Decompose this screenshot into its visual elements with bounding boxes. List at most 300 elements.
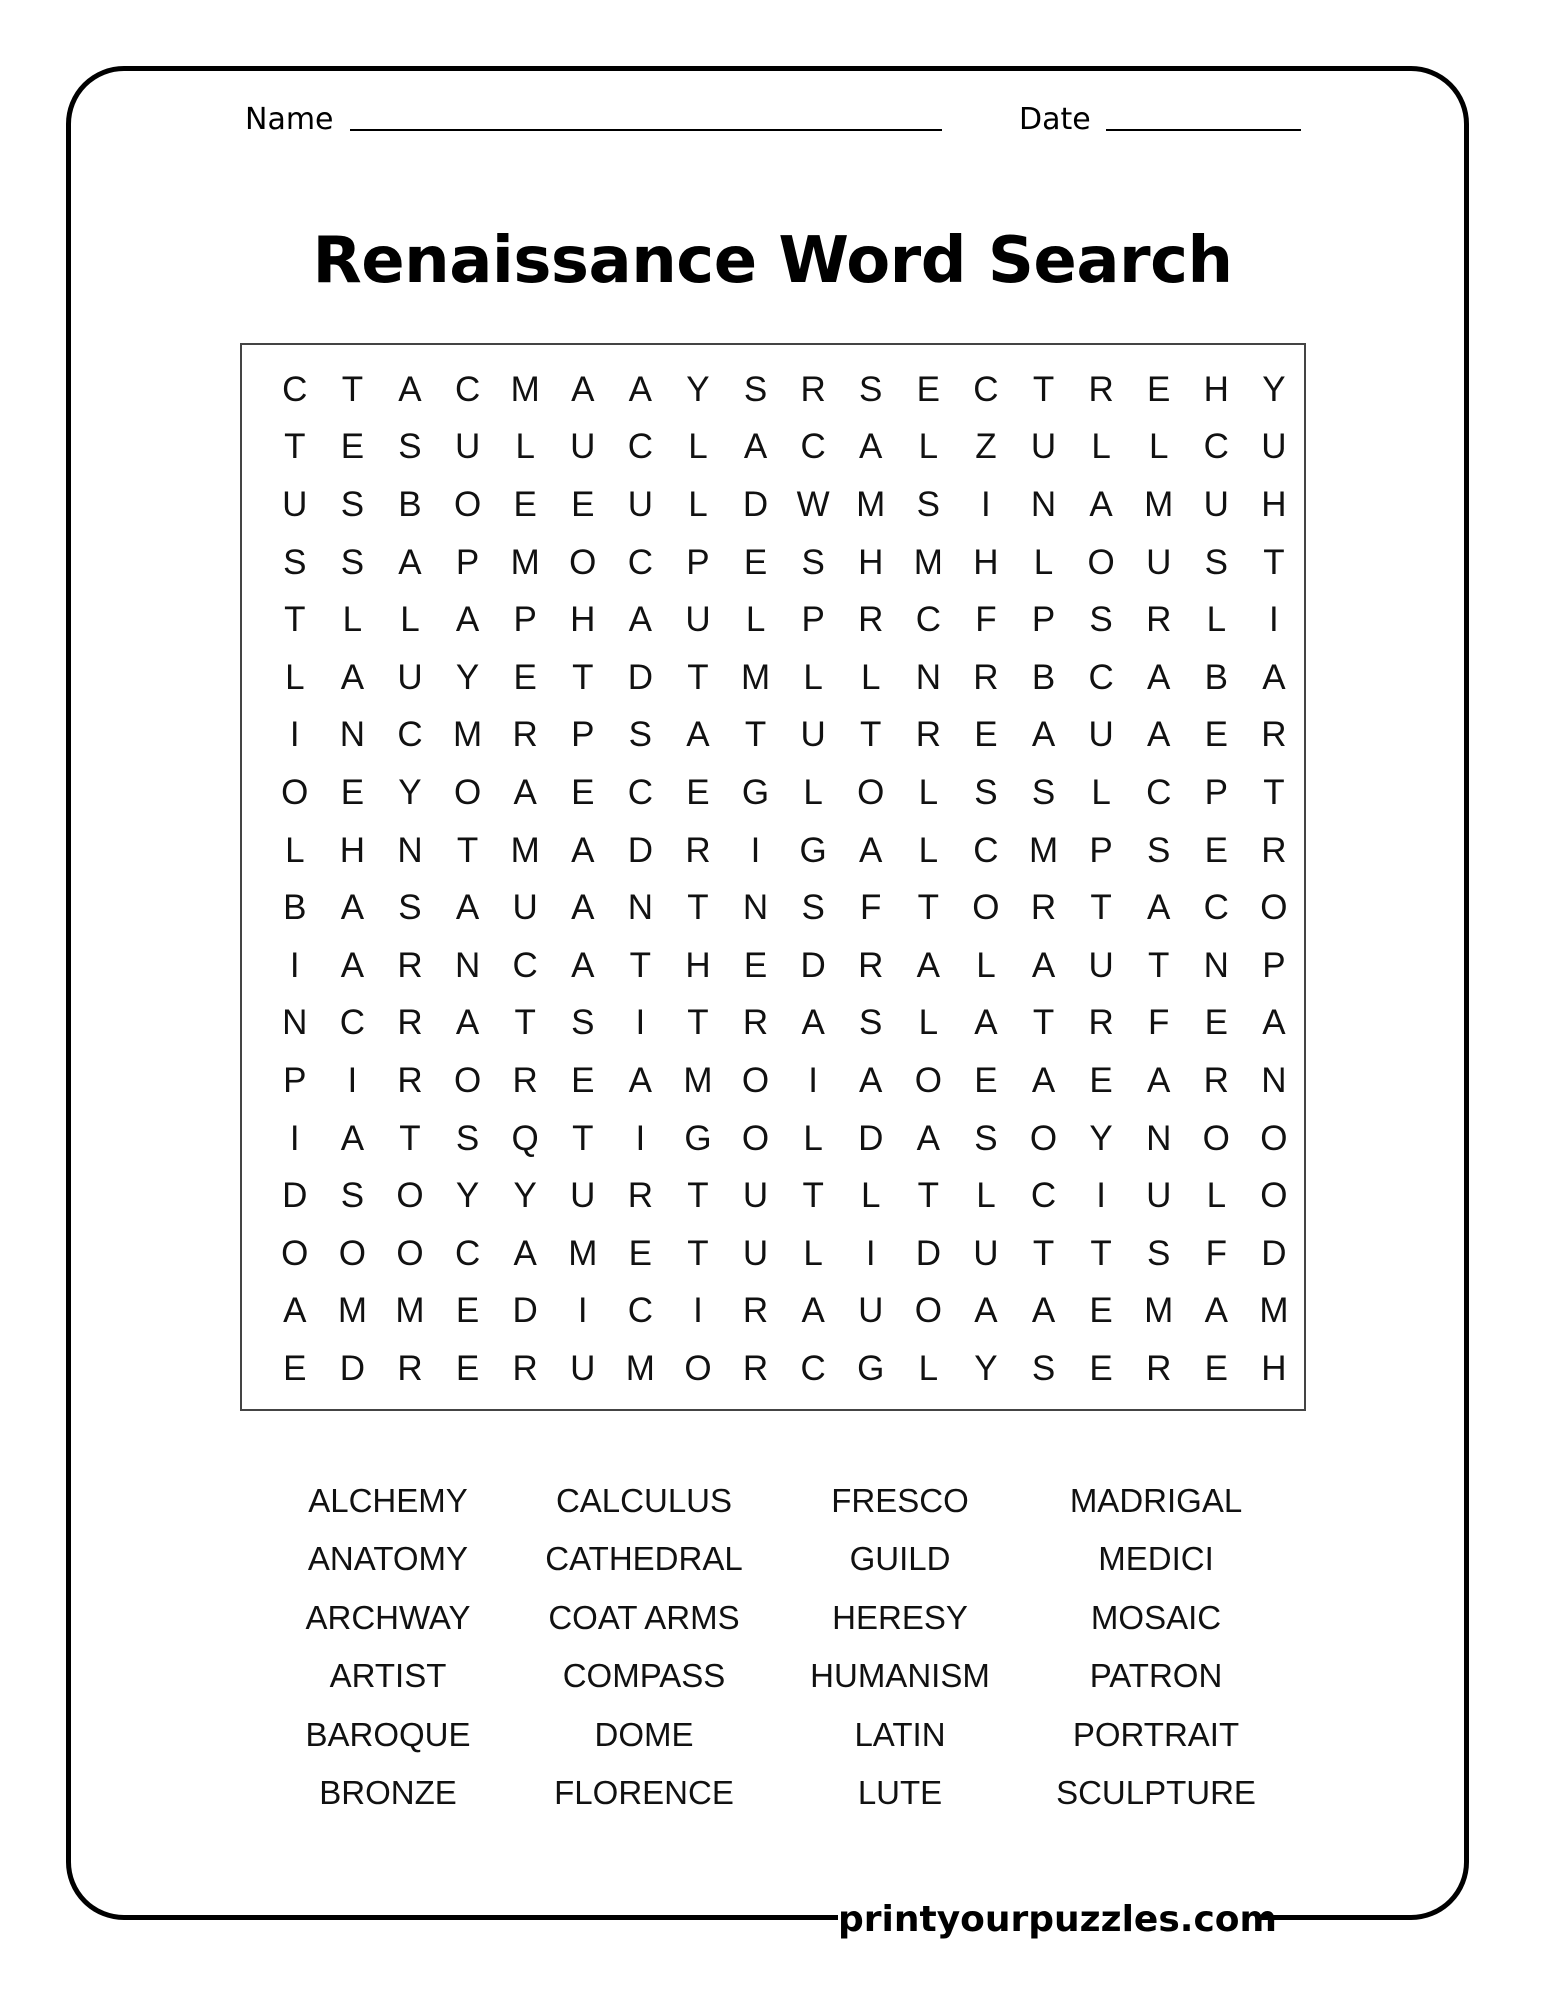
grid-cell[interactable]: D	[339, 1348, 366, 1388]
grid-cell[interactable]: T	[1263, 542, 1285, 582]
grid-cell[interactable]: A	[455, 888, 480, 928]
grid-cell[interactable]: S	[340, 542, 365, 582]
grid-cell[interactable]: T	[284, 600, 306, 640]
grid-cell[interactable]: A	[628, 1060, 653, 1100]
grid-cell[interactable]: D	[1261, 1233, 1287, 1273]
grid-cell[interactable]: A	[974, 1291, 998, 1331]
grid-cell[interactable]: S	[801, 542, 825, 582]
grid-cell[interactable]: A	[513, 1233, 537, 1273]
grid-cell[interactable]: C	[627, 427, 653, 467]
grid-cell[interactable]: O	[1260, 1176, 1288, 1216]
grid-cell[interactable]: U	[570, 427, 596, 467]
grid-cell[interactable]: P	[1262, 945, 1286, 985]
grid-cell[interactable]: R	[742, 1003, 769, 1043]
grid-cell[interactable]: H	[339, 830, 366, 870]
grid-cell[interactable]: R	[397, 945, 423, 985]
grid-cell[interactable]: E	[1204, 715, 1228, 755]
grid-cell[interactable]: L	[688, 484, 708, 524]
grid-cell[interactable]: U	[282, 484, 308, 524]
grid-cell[interactable]: O	[1029, 1118, 1058, 1158]
grid-cell[interactable]: S	[916, 484, 940, 524]
grid-cell[interactable]: D	[512, 1291, 538, 1331]
grid-cell[interactable]: M	[913, 542, 943, 582]
grid-cell[interactable]: R	[858, 600, 884, 640]
grid-cell[interactable]: A	[1147, 888, 1171, 928]
grid-cell[interactable]: C	[973, 369, 999, 409]
grid-cell[interactable]: M	[453, 715, 483, 755]
grid-cell[interactable]: R	[858, 945, 884, 985]
grid-cell[interactable]: M	[1259, 1291, 1289, 1331]
grid-cell[interactable]: T	[1032, 1003, 1055, 1043]
grid-cell[interactable]: O	[338, 1233, 366, 1273]
grid-cell[interactable]: O	[684, 1348, 712, 1388]
grid-cell[interactable]: A	[340, 945, 365, 985]
grid-cell[interactable]: C	[512, 945, 538, 985]
grid-cell[interactable]: H	[973, 542, 999, 582]
grid-cell[interactable]: A	[340, 657, 365, 697]
grid-cell[interactable]: A	[628, 369, 653, 409]
grid-cell[interactable]: I	[577, 1291, 588, 1331]
grid-cell[interactable]: N	[1030, 484, 1057, 524]
grid-cell[interactable]: C	[1088, 657, 1114, 697]
grid-cell[interactable]: L	[515, 427, 535, 467]
grid-cell[interactable]: A	[859, 1060, 883, 1100]
grid-cell[interactable]: A	[801, 1003, 825, 1043]
grid-cell[interactable]: T	[1032, 1233, 1055, 1273]
grid-cell[interactable]: I	[289, 1118, 300, 1158]
grid-cell[interactable]: N	[742, 888, 769, 928]
grid-cell[interactable]: H	[858, 542, 884, 582]
grid-cell[interactable]: S	[1147, 1233, 1171, 1273]
grid-cell[interactable]: F	[860, 888, 882, 928]
grid-cell[interactable]: U	[800, 715, 826, 755]
grid-cell[interactable]: P	[513, 600, 537, 640]
grid-cell[interactable]: R	[1146, 600, 1172, 640]
grid-cell[interactable]: T	[572, 1118, 594, 1158]
grid-cell[interactable]: A	[571, 830, 595, 870]
grid-cell[interactable]: H	[1261, 484, 1287, 524]
grid-cell[interactable]: N	[454, 945, 481, 985]
grid-cell[interactable]: T	[687, 1176, 709, 1216]
grid-cell[interactable]: C	[800, 427, 826, 467]
grid-cell[interactable]: P	[1204, 772, 1228, 812]
grid-cell[interactable]: A	[283, 1291, 307, 1331]
grid-cell[interactable]: Y	[398, 772, 422, 812]
grid-cell[interactable]: N	[282, 1003, 308, 1043]
grid-cell[interactable]: O	[741, 1118, 770, 1158]
grid-cell[interactable]: D	[627, 830, 653, 870]
grid-cell[interactable]: D	[282, 1176, 308, 1216]
grid-cell[interactable]: U	[454, 427, 481, 467]
grid-cell[interactable]: O	[281, 1233, 309, 1273]
grid-cell[interactable]: S	[455, 1118, 480, 1158]
grid-cell[interactable]: O	[281, 772, 309, 812]
grid-cell[interactable]: C	[454, 1233, 481, 1273]
grid-cell[interactable]: E	[571, 772, 595, 812]
grid-cell[interactable]: O	[453, 484, 482, 524]
grid-cell[interactable]: W	[796, 484, 830, 524]
grid-cell[interactable]: A	[859, 830, 883, 870]
grid-cell[interactable]: U	[512, 888, 538, 928]
grid-cell[interactable]: C	[454, 369, 481, 409]
grid-cell[interactable]: D	[915, 1233, 941, 1273]
grid-cell[interactable]: U	[742, 1176, 769, 1216]
grid-cell[interactable]: U	[1146, 542, 1172, 582]
grid-cell[interactable]: I	[289, 945, 300, 985]
grid-cell[interactable]: S	[974, 1118, 998, 1158]
grid-cell[interactable]: F	[1148, 1003, 1170, 1043]
grid-cell[interactable]: A	[1089, 484, 1113, 524]
grid-cell[interactable]: A	[628, 600, 653, 640]
grid-cell[interactable]: R	[1146, 1348, 1172, 1388]
grid-cell[interactable]: N	[1146, 1118, 1172, 1158]
grid-cell[interactable]: E	[340, 772, 365, 812]
grid-cell[interactable]: M	[510, 369, 540, 409]
grid-cell[interactable]: I	[808, 1060, 818, 1100]
grid-cell[interactable]: E	[743, 945, 768, 985]
grid-cell[interactable]: A	[1147, 657, 1171, 697]
grid-cell[interactable]: T	[514, 1003, 536, 1043]
grid-cell[interactable]: T	[1090, 888, 1112, 928]
grid-cell[interactable]: E	[340, 427, 365, 467]
grid-cell[interactable]: L	[976, 1176, 996, 1216]
grid-cell[interactable]: A	[398, 542, 422, 582]
grid-cell[interactable]: G	[741, 772, 770, 812]
grid-cell[interactable]: L	[976, 945, 996, 985]
grid-cell[interactable]: Z	[975, 427, 997, 467]
grid-cell[interactable]: A	[1031, 945, 1056, 985]
grid-cell[interactable]: N	[627, 888, 653, 928]
grid-cell[interactable]: C	[1203, 427, 1229, 467]
grid-cell[interactable]: P	[686, 542, 710, 582]
grid-cell[interactable]: P	[283, 1060, 307, 1100]
grid-cell[interactable]: U	[627, 484, 653, 524]
grid-cell[interactable]: A	[974, 1003, 998, 1043]
grid-cell[interactable]: S	[801, 888, 825, 928]
grid-cell[interactable]: O	[396, 1233, 424, 1273]
grid-cell[interactable]: L	[803, 657, 823, 697]
grid-cell[interactable]: C	[800, 1348, 826, 1388]
grid-cell[interactable]: M	[1028, 830, 1059, 870]
grid-cell[interactable]: T	[399, 1118, 421, 1158]
grid-cell[interactable]: E	[1089, 1060, 1113, 1100]
grid-cell[interactable]: R	[512, 1348, 538, 1388]
grid-cell[interactable]: L	[342, 600, 363, 640]
grid-cell[interactable]: O	[1202, 1118, 1230, 1158]
grid-cell[interactable]: A	[571, 888, 595, 928]
grid-cell[interactable]: S	[1204, 542, 1228, 582]
grid-cell[interactable]: C	[397, 715, 423, 755]
grid-cell[interactable]: B	[283, 888, 307, 928]
grid-cell[interactable]: A	[1031, 1291, 1056, 1331]
grid-cell[interactable]: A	[1031, 1060, 1056, 1100]
grid-cell[interactable]: L	[918, 772, 939, 812]
grid-cell[interactable]: A	[1031, 715, 1056, 755]
grid-cell[interactable]: A	[340, 1118, 365, 1158]
grid-cell[interactable]: E	[513, 484, 537, 524]
grid-cell[interactable]: U	[570, 1348, 596, 1388]
grid-cell[interactable]: U	[1088, 945, 1114, 985]
grid-cell[interactable]: C	[339, 1003, 366, 1043]
grid-cell[interactable]: P	[801, 600, 825, 640]
grid-cell[interactable]: S	[571, 1003, 595, 1043]
grid-cell[interactable]: A	[743, 427, 768, 467]
grid-cell[interactable]: L	[1206, 1176, 1227, 1216]
grid-cell[interactable]: T	[917, 1176, 940, 1216]
grid-cell[interactable]: F	[975, 600, 997, 640]
date-field-line[interactable]	[1106, 129, 1301, 131]
grid-cell[interactable]: T	[687, 1233, 709, 1273]
grid-cell[interactable]: A	[1147, 715, 1171, 755]
grid-cell[interactable]: A	[1204, 1291, 1228, 1331]
grid-cell[interactable]: I	[750, 830, 761, 870]
grid-cell[interactable]: P	[571, 715, 595, 755]
grid-cell[interactable]: R	[397, 1060, 423, 1100]
grid-cell[interactable]: S	[1031, 1348, 1056, 1388]
grid-cell[interactable]: L	[803, 1233, 823, 1273]
grid-cell[interactable]: O	[972, 888, 1000, 928]
grid-cell[interactable]: N	[1203, 945, 1229, 985]
grid-cell[interactable]: Y	[513, 1176, 537, 1216]
grid-cell[interactable]: A	[340, 888, 365, 928]
grid-cell[interactable]: R	[1088, 369, 1114, 409]
grid-cell[interactable]: R	[1088, 1003, 1114, 1043]
grid-cell[interactable]: S	[859, 369, 883, 409]
grid-cell[interactable]: F	[1205, 1233, 1227, 1273]
grid-cell[interactable]: T	[1090, 1233, 1112, 1273]
grid-cell[interactable]: R	[1030, 888, 1057, 928]
grid-cell[interactable]: E	[283, 1348, 307, 1388]
grid-cell[interactable]: M	[740, 657, 771, 697]
grid-cell[interactable]: A	[801, 1291, 825, 1331]
grid-cell[interactable]: E	[455, 1348, 480, 1388]
grid-cell[interactable]: R	[742, 1291, 769, 1331]
grid-cell[interactable]: A	[513, 772, 537, 812]
grid-cell[interactable]: Q	[511, 1118, 539, 1158]
grid-cell[interactable]: A	[398, 369, 422, 409]
grid-cell[interactable]: T	[917, 888, 940, 928]
grid-cell[interactable]: M	[395, 1291, 425, 1331]
grid-cell[interactable]: C	[1203, 888, 1229, 928]
grid-cell[interactable]: I	[693, 1291, 703, 1331]
grid-cell[interactable]: I	[347, 1060, 358, 1100]
grid-cell[interactable]: L	[285, 830, 305, 870]
grid-cell[interactable]: Y	[1262, 369, 1286, 409]
grid-cell[interactable]: U	[858, 1291, 884, 1331]
grid-cell[interactable]: R	[512, 1060, 538, 1100]
grid-cell[interactable]: S	[1031, 772, 1056, 812]
grid-cell[interactable]: T	[860, 715, 882, 755]
grid-cell[interactable]: T	[284, 427, 306, 467]
grid-cell[interactable]: O	[1260, 888, 1288, 928]
grid-cell[interactable]: L	[285, 657, 305, 697]
grid-cell[interactable]: C	[973, 830, 999, 870]
grid-cell[interactable]: O	[569, 542, 597, 582]
grid-cell[interactable]: M	[625, 1348, 655, 1388]
grid-cell[interactable]: A	[455, 600, 480, 640]
grid-cell[interactable]: S	[340, 484, 365, 524]
grid-cell[interactable]: E	[1089, 1348, 1113, 1388]
grid-cell[interactable]: D	[742, 484, 769, 524]
grid-cell[interactable]: Y	[455, 657, 480, 697]
grid-cell[interactable]: N	[397, 830, 423, 870]
grid-cell[interactable]: S	[628, 715, 653, 755]
grid-cell[interactable]: Y	[1089, 1118, 1113, 1158]
grid-cell[interactable]: U	[742, 1233, 769, 1273]
grid-cell[interactable]: U	[1088, 715, 1114, 755]
grid-cell[interactable]: E	[628, 1233, 653, 1273]
grid-cell[interactable]: C	[1146, 772, 1172, 812]
grid-cell[interactable]: E	[1204, 1003, 1228, 1043]
grid-cell[interactable]: E	[974, 715, 998, 755]
grid-cell[interactable]: A	[859, 427, 883, 467]
grid-cell[interactable]: R	[397, 1348, 423, 1388]
grid-cell[interactable]: U	[1261, 427, 1287, 467]
grid-cell[interactable]: D	[858, 1118, 884, 1158]
grid-cell[interactable]: U	[685, 600, 711, 640]
grid-cell[interactable]: A	[571, 945, 595, 985]
grid-cell[interactable]: A	[455, 1003, 480, 1043]
grid-cell[interactable]: I	[981, 484, 991, 524]
grid-cell[interactable]: P	[455, 542, 480, 582]
grid-cell[interactable]: L	[745, 600, 766, 640]
grid-cell[interactable]: E	[686, 772, 710, 812]
grid-cell[interactable]: I	[635, 1003, 646, 1043]
grid-cell[interactable]: O	[914, 1291, 942, 1331]
grid-cell[interactable]: H	[570, 600, 596, 640]
grid-cell[interactable]: L	[918, 1003, 939, 1043]
grid-cell[interactable]: O	[453, 1060, 482, 1100]
grid-cell[interactable]: S	[398, 888, 422, 928]
name-field-line[interactable]	[350, 129, 942, 131]
grid-cell[interactable]: A	[1147, 1060, 1171, 1100]
grid-cell[interactable]: R	[512, 715, 538, 755]
grid-cell[interactable]: R	[397, 1003, 423, 1043]
grid-cell[interactable]: C	[282, 369, 308, 409]
grid-cell[interactable]: L	[1091, 772, 1111, 812]
grid-cell[interactable]: L	[688, 427, 708, 467]
grid-cell[interactable]: G	[857, 1348, 885, 1388]
grid-cell[interactable]: O	[857, 772, 885, 812]
grid-cell[interactable]: E	[743, 542, 768, 582]
grid-cell[interactable]: E	[1204, 1348, 1228, 1388]
grid-cell[interactable]: E	[974, 1060, 998, 1100]
grid-cell[interactable]: L	[1033, 542, 1054, 582]
grid-cell[interactable]: T	[456, 830, 479, 870]
grid-cell[interactable]: G	[799, 830, 827, 870]
grid-cell[interactable]: Y	[455, 1176, 480, 1216]
grid-cell[interactable]: N	[1261, 1060, 1287, 1100]
grid-cell[interactable]: U	[1146, 1176, 1172, 1216]
grid-cell[interactable]: U	[973, 1233, 999, 1273]
grid-cell[interactable]: T	[572, 657, 594, 697]
grid-cell[interactable]: R	[1261, 830, 1287, 870]
grid-cell[interactable]: Y	[686, 369, 710, 409]
grid-cell[interactable]: A	[686, 715, 710, 755]
grid-cell[interactable]: M	[510, 830, 540, 870]
grid-cell[interactable]: I	[289, 715, 300, 755]
grid-cell[interactable]: P	[1031, 600, 1056, 640]
grid-cell[interactable]: U	[1203, 484, 1229, 524]
grid-cell[interactable]: I	[865, 1233, 876, 1273]
grid-cell[interactable]: L	[1091, 427, 1111, 467]
grid-cell[interactable]: L	[918, 427, 939, 467]
grid-cell[interactable]: T	[1032, 369, 1055, 409]
grid-cell[interactable]: A	[916, 945, 940, 985]
grid-cell[interactable]: R	[1203, 1060, 1229, 1100]
grid-cell[interactable]: Y	[974, 1348, 998, 1388]
grid-cell[interactable]: R	[1261, 715, 1287, 755]
grid-cell[interactable]: O	[453, 772, 482, 812]
grid-cell[interactable]: U	[570, 1176, 596, 1216]
grid-cell[interactable]: M	[1144, 1291, 1174, 1331]
grid-cell[interactable]: O	[914, 1060, 942, 1100]
grid-cell[interactable]: E	[455, 1291, 480, 1331]
grid-cell[interactable]: M	[337, 1291, 367, 1331]
grid-cell[interactable]: R	[627, 1176, 653, 1216]
grid-cell[interactable]: L	[918, 1348, 939, 1388]
grid-cell[interactable]: T	[687, 657, 709, 697]
grid-cell[interactable]: S	[340, 1176, 365, 1216]
grid-cell[interactable]: A	[916, 1118, 940, 1158]
grid-cell[interactable]: T	[687, 1003, 709, 1043]
grid-cell[interactable]: N	[915, 657, 941, 697]
grid-cell[interactable]: C	[627, 772, 653, 812]
grid-cell[interactable]: I	[1269, 600, 1279, 640]
grid-cell[interactable]: T	[629, 945, 652, 985]
grid-cell[interactable]: O	[741, 1060, 770, 1100]
grid-cell[interactable]: E	[1147, 369, 1171, 409]
grid-cell[interactable]: L	[861, 657, 881, 697]
grid-cell[interactable]: M	[510, 542, 540, 582]
grid-cell[interactable]: L	[400, 600, 420, 640]
grid-cell[interactable]: R	[685, 830, 711, 870]
grid-cell[interactable]: B	[1031, 657, 1056, 697]
grid-cell[interactable]: T	[341, 369, 364, 409]
grid-cell[interactable]: M	[683, 1060, 713, 1100]
grid-cell[interactable]: C	[627, 542, 653, 582]
grid-cell[interactable]: C	[915, 600, 941, 640]
grid-cell[interactable]: I	[1096, 1176, 1106, 1216]
grid-cell[interactable]: A	[1262, 1003, 1286, 1043]
grid-cell[interactable]: E	[1089, 1291, 1113, 1331]
grid-cell[interactable]: O	[1087, 542, 1115, 582]
grid-cell[interactable]: R	[742, 1348, 769, 1388]
grid-cell[interactable]: B	[1204, 657, 1228, 697]
grid-cell[interactable]: S	[859, 1003, 883, 1043]
grid-cell[interactable]: S	[283, 542, 307, 582]
grid-cell[interactable]: L	[803, 1118, 823, 1158]
grid-cell[interactable]: C	[627, 1291, 653, 1331]
grid-cell[interactable]: T	[802, 1176, 824, 1216]
grid-cell[interactable]: S	[743, 369, 768, 409]
grid-cell[interactable]: I	[635, 1118, 646, 1158]
grid-cell[interactable]: A	[571, 369, 595, 409]
grid-cell[interactable]: H	[1261, 1348, 1287, 1388]
grid-cell[interactable]: L	[918, 830, 939, 870]
grid-cell[interactable]: M	[568, 1233, 598, 1273]
grid-cell[interactable]: A	[1262, 657, 1286, 697]
grid-cell[interactable]: M	[856, 484, 886, 524]
grid-cell[interactable]: E	[571, 1060, 595, 1100]
grid-cell[interactable]: R	[800, 369, 826, 409]
grid-cell[interactable]: T	[744, 715, 767, 755]
grid-cell[interactable]: T	[1263, 772, 1285, 812]
grid-cell[interactable]: E	[916, 369, 940, 409]
grid-cell[interactable]: U	[397, 657, 423, 697]
grid-cell[interactable]: B	[398, 484, 422, 524]
grid-cell[interactable]: O	[1260, 1118, 1288, 1158]
